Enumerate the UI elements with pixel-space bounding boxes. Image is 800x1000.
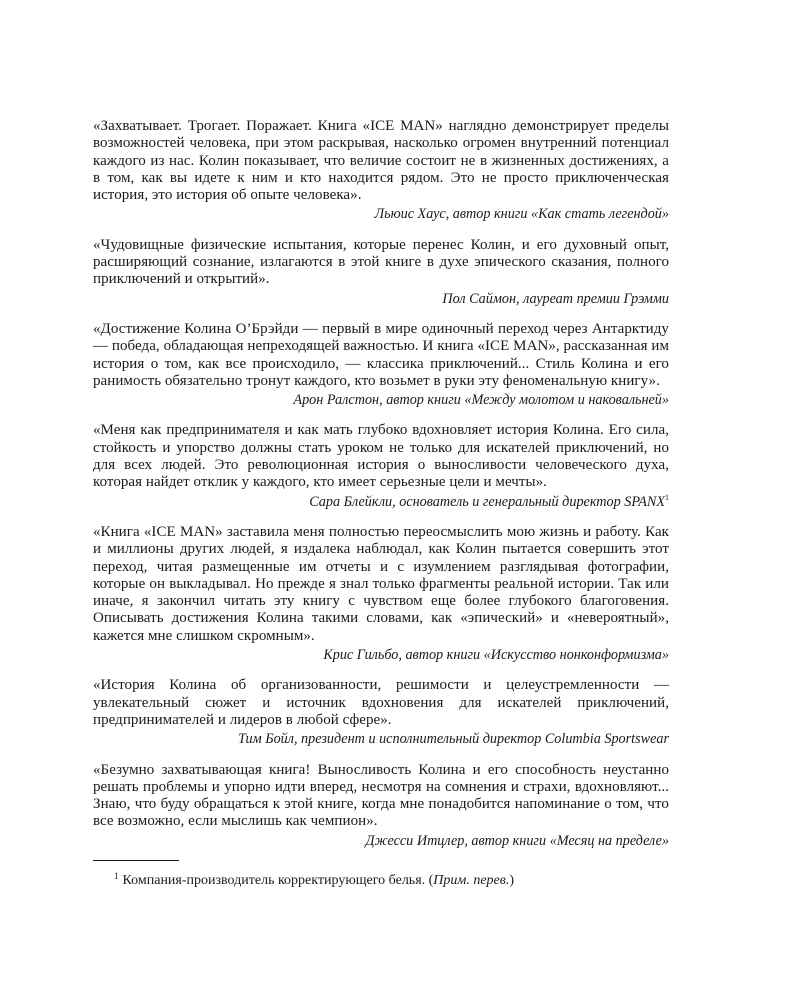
blurb-ralston [93, 321, 669, 409]
footnote-note: Прим. перев. [433, 873, 510, 888]
blurb-simon [93, 237, 669, 308]
footnote-reference: 1 [665, 492, 669, 502]
blurbs-page [93, 118, 669, 863]
blurb-house [93, 118, 669, 224]
blurb-quote: «Безумно захватывающая книга! Выносливость Колина и его способность неустанно решать проблемы и упорно идти вперед, несмотря на сомнения и страхи, вдохновляют... Знаю, что буду обращаться к этой книге, когда мне понадобится напоминание о том, что все возможно, если мыслишь как чемпион». [93, 761, 669, 830]
blurb-attribution: Пол Саймон, лауреат премии Грэмми [442, 290, 669, 307]
blurb-attribution [93, 494, 669, 511]
blurb-quote: «Меня как предпринимателя и как мать глубоко вдохновляет история Колина. Его сила, стойкость и упорство должны стать уроком не только для искателей приключений, но для всех людей. Это революционная история о выносливости человеческого духа, которая найдет отклик у каждого, кто имеет серьезные цели и мечты». [93, 422, 669, 491]
footnote [114, 868, 674, 889]
blurb-guillebeau [93, 524, 669, 664]
blurb-quote: «Чудовищные физические испытания, которые перенес Колин, и его духовный опыт, расширяющий сознание, излагаются в этой книге в духе эпического сказания, полного приключений и открытий». [93, 236, 669, 288]
blurb-quote: «История Колина об организованности, решимости и целеустремленности — увлекательный сюжет и источник вдохновения для искателей приключений, предпринимателей и лидеров в любой сфере». [93, 677, 669, 728]
blurb-attribution-text: Сара Блейкли, основатель и генеральный директор SPANX [309, 493, 665, 510]
blurb-attribution: Льюис Хаус, автор книги «Как стать легендой» [374, 206, 669, 223]
blurb-attribution: Тим Бойл, президент и исполнительный директор Columbia Sportswear [237, 731, 669, 748]
blurb-attribution: Крис Гильбо, автор книги «Искусство нонконформизма» [323, 647, 669, 664]
footnote-divider [93, 860, 179, 861]
blurb-attribution: Арон Ралстон, автор книги «Между молотом и наковальней» [293, 392, 669, 409]
blurb-quote: «Достижение Колина О’Брэйди — первый в мире одиночный переход через Антарктиду — победа, обладающая непреходящей важностью. И книга «ICE MAN», рассказанная им история о том, как все происходило, — классика приключений... Стиль Колина и его ранимость обязательно тронут каждого, кто возьмет в руки эту феноменальную книгу». [93, 320, 669, 389]
blurb-quote: «Захватывает. Трогает. Поражает. Книга «ICE MAN» наглядно демонстрирует пределы возможностей человека, при этом раскрывая, насколько огромен внутренний потенциал каждого из нас. Колин показывает, что величие состоит не в жизненных достижениях, а в том, как вы идете к ним и кто находится рядом. Это не просто приключенческая история, это история об опыте человека». [93, 118, 669, 204]
footnote-text: Компания-производитель корректирующего белья. ( [122, 873, 434, 888]
footnote-close: ) [509, 873, 515, 888]
blurb-boyle [93, 677, 669, 748]
blurb-itzler [93, 762, 669, 850]
footnote-mark: 1 [114, 871, 119, 881]
blurb-blakely [93, 422, 669, 510]
blurb-attribution: Джесси Итцлер, автор книги «Месяц на пределе» [365, 832, 669, 849]
blurb-quote: «Книга «ICE MAN» заставила меня полностью переосмыслить мою жизнь и работу. Как и миллионы других людей, я издалека наблюдал, как Колин пытается совершить этот переход, читая размещенные им отчеты и с изумлением разглядывая фотографии, которые он выкладывал. Но прежде я знал только фрагменты реальной истории. Так или иначе, я закончил читать эту книгу с чувством еще более глубокого благоговения. Описывать достижения Колина такими словами, как «эпический» и «невероятный», кажется мне слишком скромным». [93, 523, 669, 644]
